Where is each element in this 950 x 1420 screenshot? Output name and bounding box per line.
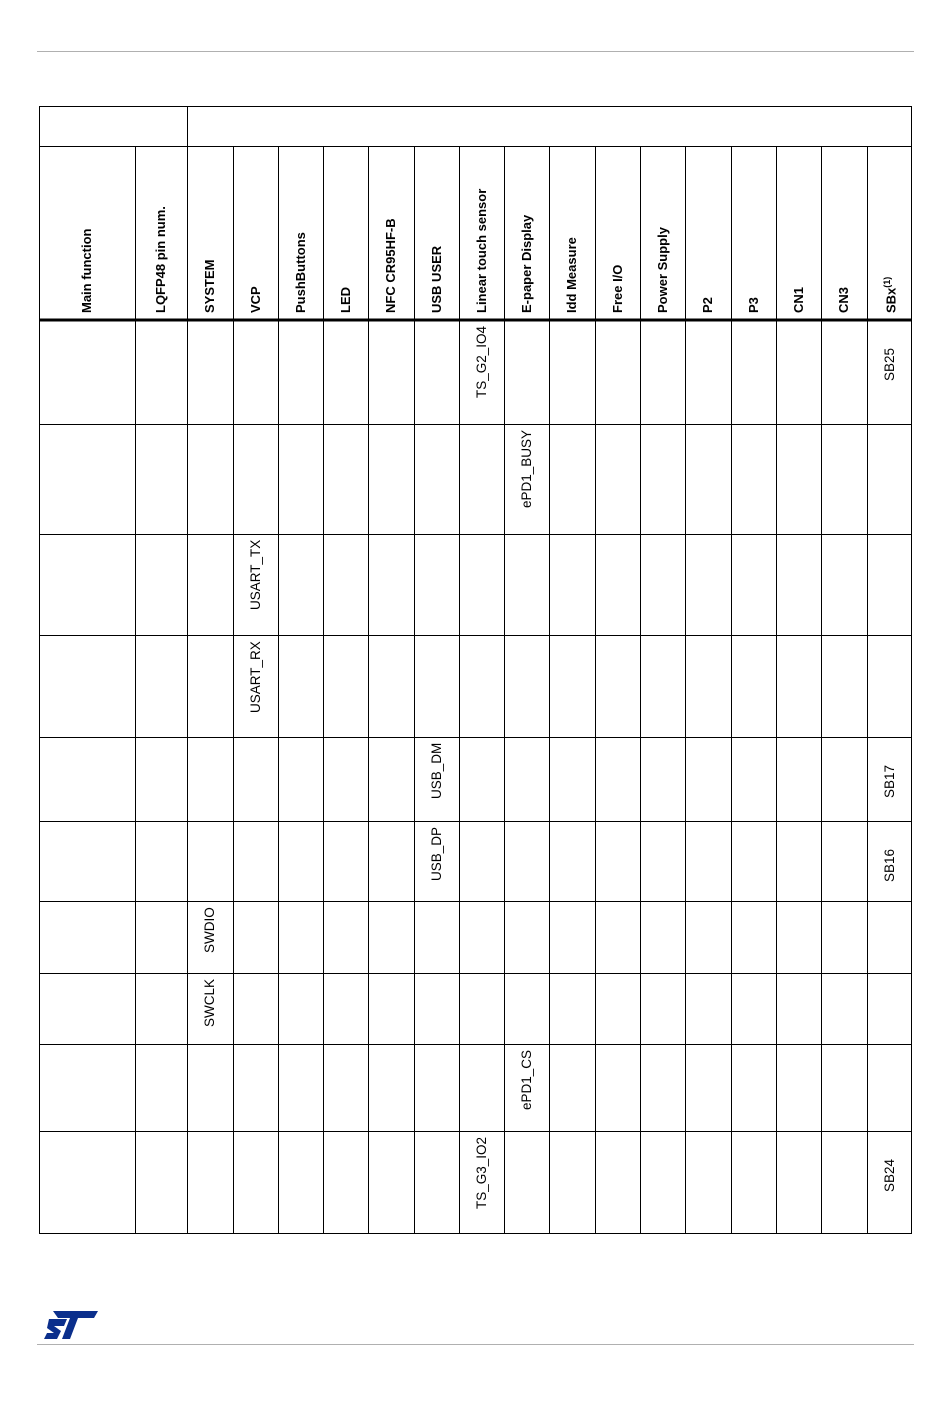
table-cell: SB24 bbox=[881, 1158, 897, 1192]
column-header: CN3 bbox=[836, 286, 851, 313]
column-header: VCP bbox=[247, 286, 263, 313]
pin-assignment-table bbox=[39, 106, 912, 1234]
column-header: SBx$^{(1)}$ bbox=[881, 276, 898, 313]
footer-rule bbox=[37, 1344, 914, 1345]
column-header: NFC CR95HF-B bbox=[383, 218, 398, 313]
column-header: LED bbox=[337, 287, 353, 313]
column-header: LQFP48 pin num. bbox=[153, 206, 168, 313]
table-cell: USART_TX bbox=[247, 539, 263, 610]
footnote-marker: (1) bbox=[881, 276, 892, 288]
table-cell: SWCLK bbox=[202, 978, 217, 1027]
table-cell: ePD1_BUSY bbox=[518, 429, 534, 508]
table-cell: USB_DP bbox=[428, 826, 444, 881]
table-cell: TS_G2_IO4 bbox=[473, 325, 489, 398]
table-cell: SB17 bbox=[881, 764, 897, 798]
column-header: Free I/O bbox=[609, 264, 625, 313]
column-header: USB USER bbox=[428, 245, 444, 313]
st-logo-mark bbox=[44, 1311, 98, 1339]
column-header: P2 bbox=[700, 297, 715, 313]
table-cell: SB16 bbox=[881, 848, 897, 882]
table-cell: TS_G3_IO2 bbox=[473, 1136, 489, 1209]
column-header: CN1 bbox=[790, 286, 806, 313]
table-cell: USART_RX bbox=[247, 641, 263, 713]
table-cell: SWDIO bbox=[202, 907, 217, 953]
column-header: PushButtons bbox=[292, 232, 308, 313]
table-cell: ePD1_CS bbox=[518, 1049, 534, 1110]
column-header: Main function bbox=[79, 228, 94, 313]
column-header: Power Supply bbox=[654, 227, 670, 313]
table-cell: USB_DM bbox=[428, 742, 444, 799]
column-header: Linear touch sensor bbox=[473, 188, 489, 313]
column-header: SYSTEM bbox=[202, 259, 217, 313]
st-logo bbox=[44, 1309, 100, 1341]
column-header: E-paper Display bbox=[518, 214, 534, 313]
header-rule bbox=[37, 51, 914, 52]
table-cell: SB25 bbox=[881, 347, 897, 381]
column-header: Idd Measure bbox=[564, 237, 579, 313]
column-header: P3 bbox=[745, 297, 761, 313]
